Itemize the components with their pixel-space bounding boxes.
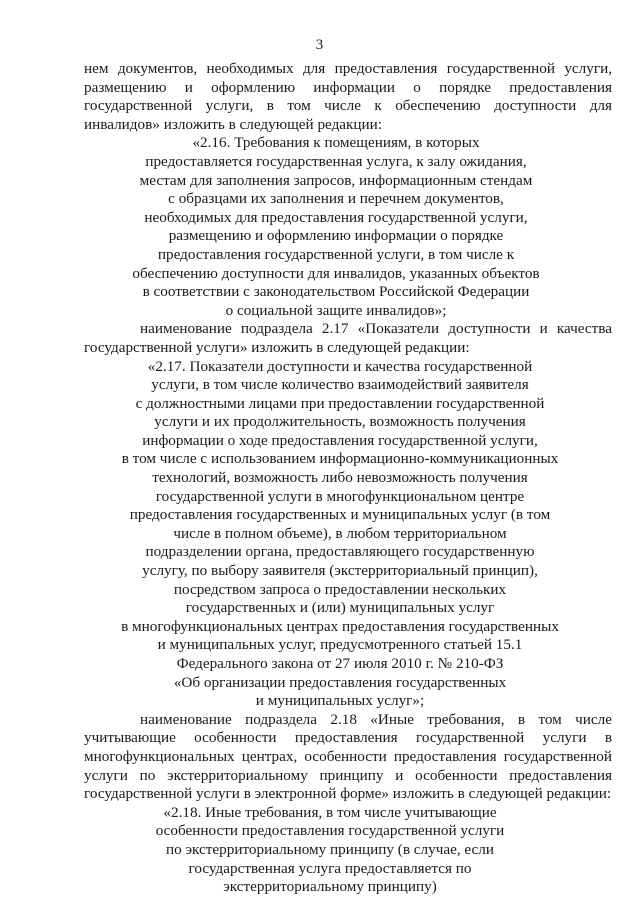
heading-line: Федерального закона от 27 июля 2010 г. № 210-ФЗ (176, 655, 504, 672)
heading-line: о социальной защите инвалидов»; (225, 301, 447, 319)
heading-line: информации о ходе предоставления государственной услуги, (142, 431, 538, 449)
heading-line: «Об организации предоставления государственных (173, 673, 507, 691)
heading-line: услуги, в том числе количество взаимодействий заявителя (151, 376, 529, 394)
heading-line: в том числе с использованием информационно-коммуникационных (121, 450, 559, 468)
heading-line: предоставляется государственная услуга, к залу ожидания, (145, 152, 527, 170)
heading-line: предоставления государственной услуги, в том числе к (157, 245, 515, 263)
heading-line: «2.17. Показатели доступности и качества государственной (147, 357, 533, 375)
heading-line: услуги и их продолжительность, возможность получения (154, 413, 526, 431)
heading-line: услугу, по выбору заявителя (экстерриториальный принцип), (142, 562, 538, 580)
heading-line: с образцами их заполнения и перечнем документов, (168, 190, 504, 208)
quoted-section-heading (72, 134, 600, 320)
heading-line: и муниципальных услуг»; (255, 692, 425, 710)
heading-line: размещению и оформлению информации о порядке (168, 227, 504, 245)
heading-line: «2.18. Иные требования, в том числе учитывающие (163, 803, 497, 821)
heading-line: в многофункциональных центрах предоставления государственных (121, 617, 559, 635)
paragraph: нем документов, необходимых для предоставления государственной услуги, размещению и оформлению информации о порядке предоставления государственной услуги, в том числе к обеспечению доступности для инвалидов» изложить в следующей редакции: (84, 60, 612, 133)
heading-line: государственных и (или) муниципальных услуг (185, 599, 495, 617)
heading-line: с должностными лицами при предоставлении государственной (135, 394, 545, 412)
quoted-section-heading (76, 358, 604, 711)
heading-line: экстерриториальному принципу) (223, 878, 437, 896)
heading-line: предоставления государственных и муниципальных услуг (в том (129, 506, 551, 524)
heading-line: числе в полном объеме), в любом территориальном (173, 524, 507, 542)
heading-line: и муниципальных услуг, предусмотренного статьей 15.1 (157, 636, 523, 654)
page-number: 3 (315, 37, 324, 53)
heading-line: в соответствии с законодательством Российской Федерации (142, 283, 530, 301)
heading-line: необходимых для предоставления государственной услуги, (144, 208, 528, 226)
heading-line: обеспечению доступности для инвалидов, указанных объектов (132, 264, 540, 282)
heading-line: технологий, возможность либо невозможность получения (152, 469, 528, 487)
heading-line: особенности предоставления государственной услуги (155, 822, 505, 840)
heading-line: государственная услуга предоставляется по (188, 859, 472, 877)
heading-line: по экстерриториальному принципу (в случае, если (165, 840, 494, 858)
paragraph: наименование подраздела 2.18 «Иные требования, в том числе учитывающие особенности предоставления государственной услуги в многофункциональных центрах, особенности предоставления государственной услуги по экстерриториальному принципу и особенности предоставления государственной услуги в электронной форме» изложить в следующей редакции: (84, 710, 612, 803)
heading-line: государственной услуги в многофункциональном центре (155, 487, 525, 505)
heading-line: местам для заполнения запросов, информационным стендам (139, 171, 533, 189)
heading-line: подразделении органа, предоставляющего государственную (145, 543, 535, 561)
document-body (84, 60, 612, 897)
quoted-section-heading (66, 804, 594, 897)
heading-line: посредством запроса о предоставлении нескольких (173, 580, 507, 598)
paragraph: наименование подраздела 2.17 «Показатели доступности и качества государственной услуги» изложить в следующей редакции: (84, 320, 612, 356)
heading-line: «2.16. Требования к помещениям, в которых (192, 134, 480, 152)
